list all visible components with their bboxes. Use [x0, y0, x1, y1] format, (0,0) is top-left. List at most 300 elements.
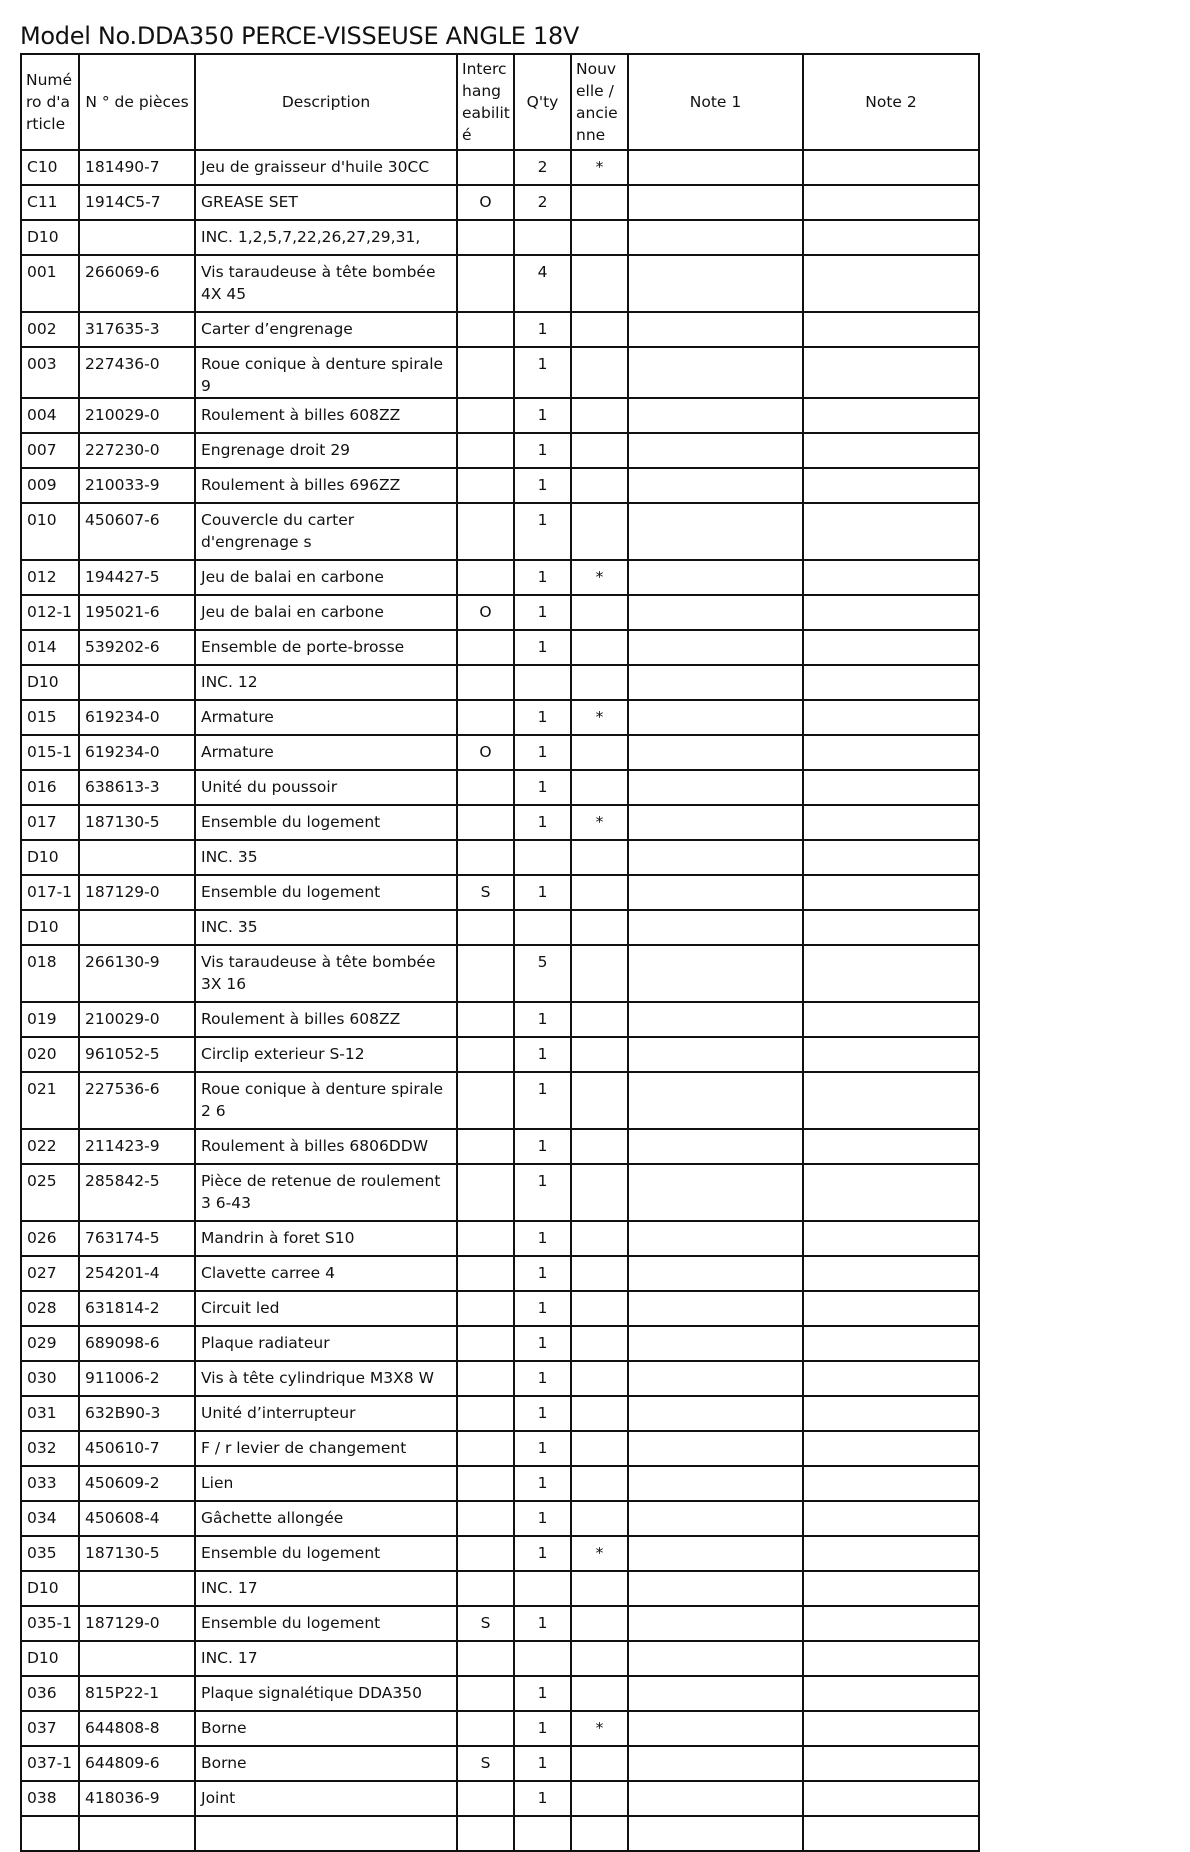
cell-new-old	[571, 910, 628, 945]
table-row	[21, 1002, 979, 1037]
cell-item-number: D10	[21, 840, 79, 875]
cell-note-2	[803, 1164, 979, 1221]
cell-interchangeability	[457, 1571, 514, 1606]
cell-note-2	[803, 770, 979, 805]
cell-interchangeability	[457, 700, 514, 735]
cell-interchangeability: S	[457, 875, 514, 910]
cell-quantity: 1	[514, 1711, 571, 1746]
cell-note-2	[803, 875, 979, 910]
cell-part-number: 911006-2	[79, 1361, 195, 1396]
cell-part-number: 632B90-3	[79, 1396, 195, 1431]
cell-description: Ensemble du logement	[195, 1536, 457, 1571]
table-row	[21, 875, 979, 910]
cell-item-number: 030	[21, 1361, 79, 1396]
cell-description: Roulement à billes 6806DDW	[195, 1129, 457, 1164]
cell-item-number: 012	[21, 560, 79, 595]
cell-interchangeability	[457, 840, 514, 875]
cell-part-number: 187129-0	[79, 875, 195, 910]
cell-note-2	[803, 1129, 979, 1164]
cell-note-1	[628, 1746, 803, 1781]
cell-part-number	[79, 665, 195, 700]
cell-part-number: 815P22-1	[79, 1676, 195, 1711]
cell-note-2	[803, 1256, 979, 1291]
cell-new-old	[571, 1816, 628, 1851]
cell-new-old	[571, 185, 628, 220]
cell-part-number	[79, 1816, 195, 1851]
cell-note-1	[628, 1072, 803, 1129]
cell-description: Jeu de balai en carbone	[195, 560, 457, 595]
cell-interchangeability	[457, 910, 514, 945]
cell-new-old	[571, 220, 628, 255]
cell-note-2	[803, 630, 979, 665]
cell-part-number: 210033-9	[79, 468, 195, 503]
cell-part-number: 195021-6	[79, 595, 195, 630]
cell-interchangeability	[457, 255, 514, 312]
cell-quantity: 5	[514, 945, 571, 1002]
cell-quantity: 1	[514, 1164, 571, 1221]
cell-part-number: 644809-6	[79, 1746, 195, 1781]
cell-new-old	[571, 1326, 628, 1361]
cell-part-number: 689098-6	[79, 1326, 195, 1361]
cell-part-number: 619234-0	[79, 700, 195, 735]
cell-note-2	[803, 1326, 979, 1361]
cell-part-number: 619234-0	[79, 735, 195, 770]
table-row	[21, 1361, 979, 1396]
cell-note-1	[628, 1037, 803, 1072]
cell-description: Vis à tête cylindrique M3X8 W	[195, 1361, 457, 1396]
cell-note-1	[628, 1711, 803, 1746]
cell-item-number: 029	[21, 1326, 79, 1361]
cell-description: Pièce de retenue de roulement 3 6-43	[195, 1164, 457, 1221]
cell-note-1	[628, 630, 803, 665]
cell-quantity: 1	[514, 433, 571, 468]
cell-interchangeability	[457, 398, 514, 433]
cell-interchangeability	[457, 1816, 514, 1851]
cell-note-2	[803, 1291, 979, 1326]
cell-item-number: 015-1	[21, 735, 79, 770]
cell-note-2	[803, 1816, 979, 1851]
cell-note-2	[803, 840, 979, 875]
table-row	[21, 1037, 979, 1072]
cell-new-old	[571, 840, 628, 875]
cell-item-number: 015	[21, 700, 79, 735]
cell-part-number	[79, 840, 195, 875]
cell-interchangeability	[457, 433, 514, 468]
table-row	[21, 150, 979, 185]
cell-part-number: 763174-5	[79, 1221, 195, 1256]
table-row	[21, 1072, 979, 1129]
cell-interchangeability	[457, 1291, 514, 1326]
cell-note-2	[803, 945, 979, 1002]
cell-description: Roulement à billes 608ZZ	[195, 398, 457, 433]
cell-quantity: 1	[514, 398, 571, 433]
cell-part-number: 539202-6	[79, 630, 195, 665]
cell-part-number: 227536-6	[79, 1072, 195, 1129]
cell-part-number: 210029-0	[79, 398, 195, 433]
cell-description: F / r levier de changement	[195, 1431, 457, 1466]
table-row	[21, 1164, 979, 1221]
cell-note-2	[803, 595, 979, 630]
cell-note-1	[628, 1221, 803, 1256]
cell-item-number: 035-1	[21, 1606, 79, 1641]
cell-note-1	[628, 665, 803, 700]
table-row	[21, 805, 979, 840]
table-row	[21, 910, 979, 945]
table-row	[21, 1291, 979, 1326]
cell-note-2	[803, 1711, 979, 1746]
cell-note-1	[628, 700, 803, 735]
cell-note-2	[803, 735, 979, 770]
cell-new-old	[571, 665, 628, 700]
cell-new-old	[571, 770, 628, 805]
cell-quantity: 1	[514, 1361, 571, 1396]
cell-description: Plaque radiateur	[195, 1326, 457, 1361]
cell-quantity	[514, 1571, 571, 1606]
cell-part-number: 450609-2	[79, 1466, 195, 1501]
cell-note-1	[628, 1466, 803, 1501]
cell-note-1	[628, 875, 803, 910]
cell-item-number: 036	[21, 1676, 79, 1711]
cell-note-2	[803, 1536, 979, 1571]
cell-new-old	[571, 433, 628, 468]
cell-note-1	[628, 735, 803, 770]
cell-interchangeability	[457, 1164, 514, 1221]
table-row	[21, 1129, 979, 1164]
cell-new-old: *	[571, 805, 628, 840]
cell-new-old	[571, 1396, 628, 1431]
table-row	[21, 770, 979, 805]
cell-quantity: 1	[514, 1501, 571, 1536]
cell-note-2	[803, 468, 979, 503]
cell-note-1	[628, 595, 803, 630]
cell-quantity: 1	[514, 805, 571, 840]
cell-note-1	[628, 1816, 803, 1851]
cell-part-number: 266130-9	[79, 945, 195, 1002]
cell-note-1	[628, 1396, 803, 1431]
cell-quantity: 1	[514, 735, 571, 770]
cell-description: Roue conique à denture spirale 2 6	[195, 1072, 457, 1129]
cell-interchangeability	[457, 1536, 514, 1571]
cell-new-old	[571, 347, 628, 398]
cell-item-number: 034	[21, 1501, 79, 1536]
cell-interchangeability	[457, 347, 514, 398]
cell-item-number: D10	[21, 1641, 79, 1676]
cell-note-2	[803, 1501, 979, 1536]
cell-new-old	[571, 875, 628, 910]
cell-quantity: 1	[514, 1037, 571, 1072]
cell-item-number: D10	[21, 665, 79, 700]
cell-interchangeability	[457, 1221, 514, 1256]
cell-interchangeability	[457, 1072, 514, 1129]
cell-note-1	[628, 220, 803, 255]
cell-interchangeability	[457, 1711, 514, 1746]
cell-quantity: 1	[514, 1291, 571, 1326]
cell-new-old	[571, 1221, 628, 1256]
cell-quantity: 2	[514, 150, 571, 185]
cell-quantity: 1	[514, 700, 571, 735]
cell-quantity	[514, 1816, 571, 1851]
cell-item-number: C11	[21, 185, 79, 220]
cell-description: Armature	[195, 700, 457, 735]
cell-note-2	[803, 1676, 979, 1711]
cell-interchangeability	[457, 1781, 514, 1816]
cell-new-old	[571, 1606, 628, 1641]
cell-new-old	[571, 503, 628, 560]
cell-item-number: 025	[21, 1164, 79, 1221]
cell-item-number: 026	[21, 1221, 79, 1256]
page-title: Model No.DDA350 PERCE-VISSEUSE ANGLE 18V	[20, 22, 580, 50]
cell-part-number: 1914C5-7	[79, 185, 195, 220]
cell-new-old: *	[571, 1536, 628, 1571]
cell-item-number: 020	[21, 1037, 79, 1072]
cell-interchangeability	[457, 1641, 514, 1676]
cell-new-old	[571, 468, 628, 503]
cell-item-number: 021	[21, 1072, 79, 1129]
cell-description: Gâchette allongée	[195, 1501, 457, 1536]
cell-part-number: 317635-3	[79, 312, 195, 347]
cell-quantity: 1	[514, 1746, 571, 1781]
cell-interchangeability	[457, 1431, 514, 1466]
cell-item-number: D10	[21, 220, 79, 255]
cell-quantity: 1	[514, 468, 571, 503]
cell-description: Couvercle du carter d'engrenage s	[195, 503, 457, 560]
parts-table	[20, 53, 980, 1852]
cell-quantity: 1	[514, 503, 571, 560]
cell-note-1	[628, 1781, 803, 1816]
table-row	[21, 1466, 979, 1501]
cell-description: INC. 17	[195, 1571, 457, 1606]
cell-note-2	[803, 1466, 979, 1501]
cell-quantity: 1	[514, 1431, 571, 1466]
cell-description: Engrenage droit 29	[195, 433, 457, 468]
cell-new-old	[571, 255, 628, 312]
cell-description: Borne	[195, 1711, 457, 1746]
cell-new-old: *	[571, 560, 628, 595]
cell-quantity	[514, 665, 571, 700]
cell-note-1	[628, 1501, 803, 1536]
table-row	[21, 433, 979, 468]
cell-note-2	[803, 312, 979, 347]
cell-description: Jeu de balai en carbone	[195, 595, 457, 630]
cell-new-old	[571, 595, 628, 630]
cell-note-2	[803, 910, 979, 945]
cell-item-number: 031	[21, 1396, 79, 1431]
cell-interchangeability	[457, 630, 514, 665]
table-row	[21, 1816, 979, 1851]
cell-quantity: 1	[514, 1606, 571, 1641]
cell-item-number: 004	[21, 398, 79, 433]
cell-new-old	[571, 630, 628, 665]
cell-new-old	[571, 1072, 628, 1129]
header-row	[21, 54, 979, 150]
cell-note-1	[628, 398, 803, 433]
table-row	[21, 220, 979, 255]
cell-item-number: 014	[21, 630, 79, 665]
cell-interchangeability	[457, 1396, 514, 1431]
cell-note-1	[628, 770, 803, 805]
cell-new-old: *	[571, 1711, 628, 1746]
cell-note-2	[803, 1431, 979, 1466]
cell-description: Roulement à billes 608ZZ	[195, 1002, 457, 1037]
cell-description: Circlip exterieur S-12	[195, 1037, 457, 1072]
cell-note-1	[628, 1291, 803, 1326]
cell-description: Carter d’engrenage	[195, 312, 457, 347]
cell-description: Unité du poussoir	[195, 770, 457, 805]
cell-note-1	[628, 503, 803, 560]
cell-part-number: 631814-2	[79, 1291, 195, 1326]
table-row	[21, 185, 979, 220]
table-row	[21, 1781, 979, 1816]
cell-part-number: 194427-5	[79, 560, 195, 595]
cell-part-number: 227230-0	[79, 433, 195, 468]
header-interchangeability: Interc hang eabilit é	[457, 54, 514, 150]
cell-quantity: 1	[514, 1781, 571, 1816]
table-row	[21, 1256, 979, 1291]
cell-new-old	[571, 1641, 628, 1676]
cell-new-old	[571, 1466, 628, 1501]
cell-description: GREASE SET	[195, 185, 457, 220]
cell-part-number: 450608-4	[79, 1501, 195, 1536]
cell-interchangeability	[457, 1466, 514, 1501]
table-row	[21, 1431, 979, 1466]
table-row	[21, 468, 979, 503]
cell-item-number: 019	[21, 1002, 79, 1037]
cell-note-2	[803, 503, 979, 560]
cell-description	[195, 1816, 457, 1851]
cell-new-old: *	[571, 150, 628, 185]
cell-item-number: 017	[21, 805, 79, 840]
cell-note-1	[628, 347, 803, 398]
cell-interchangeability	[457, 150, 514, 185]
header-quantity: Q'ty	[514, 54, 571, 150]
cell-quantity: 1	[514, 1326, 571, 1361]
cell-part-number	[79, 1641, 195, 1676]
cell-note-2	[803, 1641, 979, 1676]
cell-quantity: 1	[514, 1221, 571, 1256]
cell-description: Borne	[195, 1746, 457, 1781]
cell-note-2	[803, 347, 979, 398]
cell-item-number: D10	[21, 910, 79, 945]
cell-quantity	[514, 1641, 571, 1676]
table-row	[21, 347, 979, 398]
cell-quantity: 1	[514, 595, 571, 630]
cell-note-1	[628, 840, 803, 875]
cell-description: Armature	[195, 735, 457, 770]
cell-part-number: 638613-3	[79, 770, 195, 805]
cell-note-2	[803, 1781, 979, 1816]
cell-part-number: 266069-6	[79, 255, 195, 312]
cell-new-old	[571, 945, 628, 1002]
cell-note-2	[803, 433, 979, 468]
cell-part-number	[79, 910, 195, 945]
cell-item-number: 009	[21, 468, 79, 503]
cell-item-number: 037-1	[21, 1746, 79, 1781]
cell-quantity: 1	[514, 1536, 571, 1571]
table-row	[21, 1641, 979, 1676]
cell-note-1	[628, 255, 803, 312]
cell-item-number	[21, 1816, 79, 1851]
cell-item-number: D10	[21, 1571, 79, 1606]
cell-part-number: 187129-0	[79, 1606, 195, 1641]
cell-note-1	[628, 1606, 803, 1641]
cell-new-old	[571, 312, 628, 347]
cell-description: Roue conique à denture spirale 9	[195, 347, 457, 398]
cell-interchangeability	[457, 945, 514, 1002]
cell-note-2	[803, 665, 979, 700]
cell-note-2	[803, 1571, 979, 1606]
cell-note-2	[803, 255, 979, 312]
cell-note-2	[803, 805, 979, 840]
table-row	[21, 700, 979, 735]
cell-note-1	[628, 312, 803, 347]
table-row	[21, 735, 979, 770]
cell-quantity: 1	[514, 1256, 571, 1291]
cell-description: Joint	[195, 1781, 457, 1816]
cell-note-2	[803, 1606, 979, 1641]
cell-note-2	[803, 1396, 979, 1431]
cell-part-number: 961052-5	[79, 1037, 195, 1072]
cell-note-1	[628, 1571, 803, 1606]
table-row	[21, 1501, 979, 1536]
cell-new-old	[571, 1037, 628, 1072]
cell-note-2	[803, 700, 979, 735]
cell-item-number: 002	[21, 312, 79, 347]
cell-interchangeability	[457, 665, 514, 700]
cell-description: INC. 17	[195, 1641, 457, 1676]
cell-part-number: 254201-4	[79, 1256, 195, 1291]
cell-description: Ensemble du logement	[195, 1606, 457, 1641]
cell-interchangeability	[457, 1129, 514, 1164]
cell-new-old	[571, 1746, 628, 1781]
header-note-1: Note 1	[628, 54, 803, 150]
cell-new-old	[571, 1291, 628, 1326]
cell-note-1	[628, 1164, 803, 1221]
cell-description: INC. 1,2,5,7,22,26,27,29,31,	[195, 220, 457, 255]
cell-note-1	[628, 910, 803, 945]
cell-quantity: 2	[514, 185, 571, 220]
cell-item-number: 027	[21, 1256, 79, 1291]
cell-item-number: 033	[21, 1466, 79, 1501]
cell-interchangeability	[457, 1326, 514, 1361]
cell-quantity: 1	[514, 875, 571, 910]
table-row	[21, 1326, 979, 1361]
table-row	[21, 255, 979, 312]
cell-quantity	[514, 840, 571, 875]
table-row	[21, 840, 979, 875]
cell-description: Jeu de graisseur d'huile 30CC	[195, 150, 457, 185]
cell-new-old	[571, 1164, 628, 1221]
cell-quantity: 1	[514, 560, 571, 595]
cell-new-old: *	[571, 700, 628, 735]
cell-item-number: 028	[21, 1291, 79, 1326]
cell-note-2	[803, 150, 979, 185]
cell-note-1	[628, 1536, 803, 1571]
table-row	[21, 945, 979, 1002]
cell-description: Circuit led	[195, 1291, 457, 1326]
cell-item-number: 018	[21, 945, 79, 1002]
cell-description: Lien	[195, 1466, 457, 1501]
cell-description: Ensemble du logement	[195, 805, 457, 840]
cell-interchangeability	[457, 1256, 514, 1291]
cell-part-number: 187130-5	[79, 1536, 195, 1571]
cell-description: Mandrin à foret S10	[195, 1221, 457, 1256]
cell-note-1	[628, 1002, 803, 1037]
cell-interchangeability	[457, 1002, 514, 1037]
cell-quantity: 1	[514, 1466, 571, 1501]
cell-new-old	[571, 398, 628, 433]
cell-interchangeability	[457, 1501, 514, 1536]
cell-quantity: 1	[514, 1002, 571, 1037]
